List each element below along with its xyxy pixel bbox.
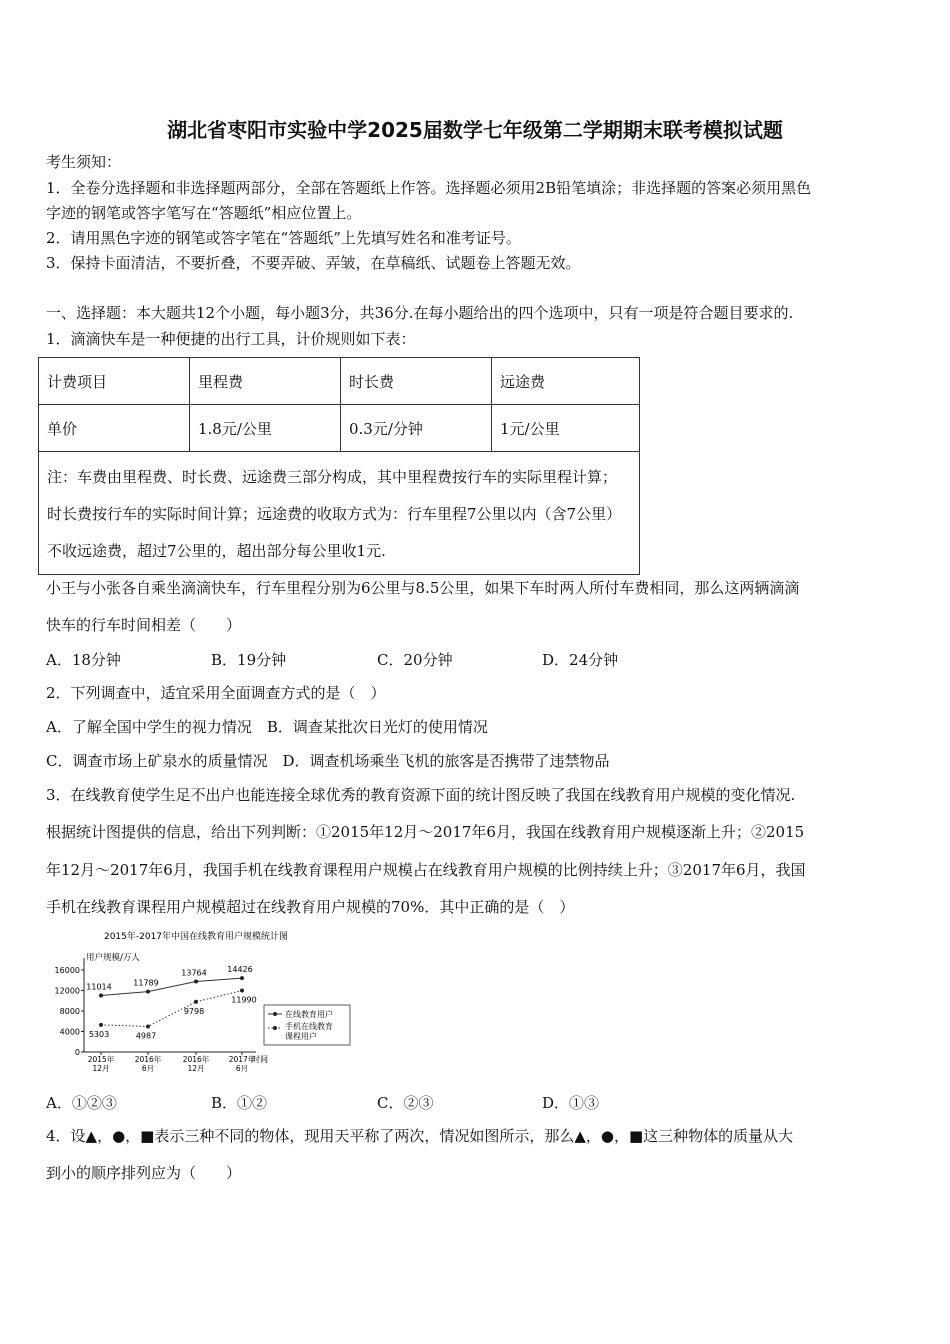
data-point — [240, 989, 244, 993]
data-label: 11990 — [231, 995, 257, 1005]
data-label: 4987 — [135, 1031, 157, 1041]
chart-title: 2015年-2017年中国在线教育用户规模统计图 — [103, 932, 289, 942]
fee-note: 注：车费由里程费、时长费、远途费三部分构成，其中里程费按行车的实际里程计算；时长费按行车的实际时间计算；远途费的收取方式为：行车里程7公里以内（含7公里）不收远途费，超过7公里的，超出部分每公里收1元. — [39, 452, 640, 575]
data-point — [146, 990, 150, 994]
q3-option-d[interactable]: D．①③ — [542, 1094, 600, 1112]
fee-price-cell: 1.8元/公里 — [190, 405, 341, 452]
fee-table — [38, 357, 640, 575]
q3-option-a[interactable]: A．①②③ — [46, 1094, 117, 1112]
chart-legend — [264, 1005, 350, 1045]
data-label: 9798 — [183, 1006, 205, 1016]
q2-options-line-2: C．调查市场上矿泉水的质量情况 D．调查机场乘坐飞机的旅客是否携带了违禁物品 — [46, 752, 610, 770]
fee-header-cell: 里程费 — [190, 358, 341, 405]
fee-price-cell: 单价 — [39, 405, 190, 452]
notice-heading: 考生须知： — [46, 153, 122, 171]
fee-price-cell: 0.3元/分钟 — [341, 405, 492, 452]
q1-body-1: 小王与小张各自乘坐滴滴快车，行车里程分别为6公里与8.5公里，如果下车时两人所付车费相同，那么这两辆滴滴 — [46, 579, 800, 597]
data-label: 5303 — [88, 1029, 110, 1039]
q4-line-2: 到小的顺序排列应为（ ） — [46, 1164, 242, 1182]
data-point — [240, 976, 244, 980]
fee-header-cell: 计费项目 — [39, 358, 190, 405]
fee-table-note-row — [39, 452, 640, 575]
fee-price-cell: 1元/公里 — [492, 405, 640, 452]
q3-option-c[interactable]: C．②③ — [377, 1094, 434, 1112]
q1-option-d[interactable]: D．24分钟 — [542, 651, 619, 669]
legend-dotted-marker — [273, 1026, 277, 1030]
section-heading: 一、选择题：本大题共12个小题，每小题3分，共36分.在每小题给出的四个选项中，只有一项是符合题目要求的. — [46, 304, 794, 322]
x-tick-label: 12月 — [92, 1064, 110, 1073]
online-education-line — [101, 978, 242, 995]
x-tick-label: 2017年 — [228, 1055, 256, 1064]
q3-line-4: 手机在线教育课程用户规模超过在线教育用户规模的70%．其中正确的是（ ） — [46, 898, 575, 916]
q3-line-3: 年12月～2017年6月，我国手机在线教育课程用户规模占在线教育用户规模的比例持续上升；③2017年6月，我国 — [46, 861, 806, 879]
x-tick-label: 2016年 — [182, 1055, 210, 1064]
x-tick-label: 2016年 — [134, 1055, 162, 1064]
q1-option-b[interactable]: B．19分钟 — [211, 651, 287, 669]
q4-line-1: 4．设▲，●，■表示三种不同的物体，现用天平称了两次，情况如图所示，那么▲，●，■这三种物体的质量从大 — [46, 1127, 794, 1145]
y-tick-label: 12000 — [54, 986, 80, 996]
fee-header-cell: 远途费 — [492, 358, 640, 405]
notice-item-2: 2．请用黑色字迹的钢笔或答字笔在“答题纸”上先填写姓名和准考证号。 — [46, 229, 521, 247]
q3-line-1: 3．在线教育使学生足不出户也能连接全球优秀的教育资源下面的统计图反映了我国在线教育用户规模的变化情况. — [46, 786, 796, 804]
x-tick-label: 12月 — [187, 1064, 205, 1073]
y-tick-label: 0 — [74, 1048, 80, 1057]
mobile-education-line — [101, 991, 242, 1027]
q3-line-2: 根据统计图提供的信息，给出下列判断：①2015年12月～2017年6月，我国在线教育用户规模逐渐上升；②2015 — [46, 823, 805, 841]
data-point — [194, 1000, 198, 1004]
data-point — [146, 1024, 150, 1028]
q1-stem: 1．滴滴快车是一种便捷的出行工具，计价规则如下表： — [46, 330, 416, 348]
y-tick-label: 16000 — [54, 966, 80, 975]
notice-item-1: 1．全卷分选择题和非选择题两部分，全部在答题纸上作答。选择题必须用2B铅笔填涂；非选择题的答案必须用黑色 — [46, 179, 812, 197]
y-tick-label: 4000 — [59, 1027, 80, 1037]
fee-header-cell: 时长费 — [341, 358, 492, 405]
x-tick-label: 6月 — [235, 1064, 249, 1073]
q2-options-line-1: A．了解全国中学生的视力情况 B．调查某批次日光灯的使用情况 — [46, 718, 488, 736]
data-label: 11014 — [86, 982, 112, 992]
q2-stem: 2．下列调查中，适宜采用全面调查方式的是（ ） — [46, 684, 386, 702]
q3-option-b[interactable]: B．①② — [211, 1094, 268, 1112]
data-label: 14426 — [227, 965, 253, 975]
legend-label: 手机在线教育 — [285, 1022, 333, 1031]
x-tick-label: 2015年 — [87, 1055, 115, 1064]
legend-label: 课程用户 — [285, 1032, 317, 1041]
legend-solid-marker — [273, 1012, 277, 1016]
legend-label: 在线教育用户 — [285, 1010, 333, 1019]
chart-xlabel: 时间 — [252, 1055, 268, 1064]
data-point — [194, 979, 198, 983]
data-point — [99, 1023, 103, 1027]
fee-table-header-row — [39, 358, 640, 405]
q1-option-a[interactable]: A．18分钟 — [46, 651, 121, 669]
data-label: 11789 — [133, 978, 159, 988]
data-point — [99, 994, 103, 998]
fee-table-price-row — [39, 405, 640, 452]
page-title: 湖北省枣阳市实验中学2025届数学七年级第二学期期末联考模拟试题 — [167, 118, 783, 142]
q1-body-2: 快车的行车时间相差（ ） — [46, 616, 242, 634]
user-scale-chart — [46, 928, 376, 1080]
chart-ylabel: 用户规模/万人 — [86, 953, 140, 963]
x-tick-label: 6月 — [141, 1064, 155, 1073]
y-tick-label: 8000 — [59, 1007, 80, 1016]
data-label: 13764 — [181, 968, 207, 978]
notice-item-3: 3．保持卡面清洁，不要折叠，不要弄破、弄皱，在草稿纸、试题卷上答题无效。 — [46, 254, 581, 272]
notice-item-1-cont: 字迹的钢笔或答字笔写在“答题纸”相应位置上。 — [46, 204, 362, 222]
q1-option-c[interactable]: C．20分钟 — [377, 651, 453, 669]
